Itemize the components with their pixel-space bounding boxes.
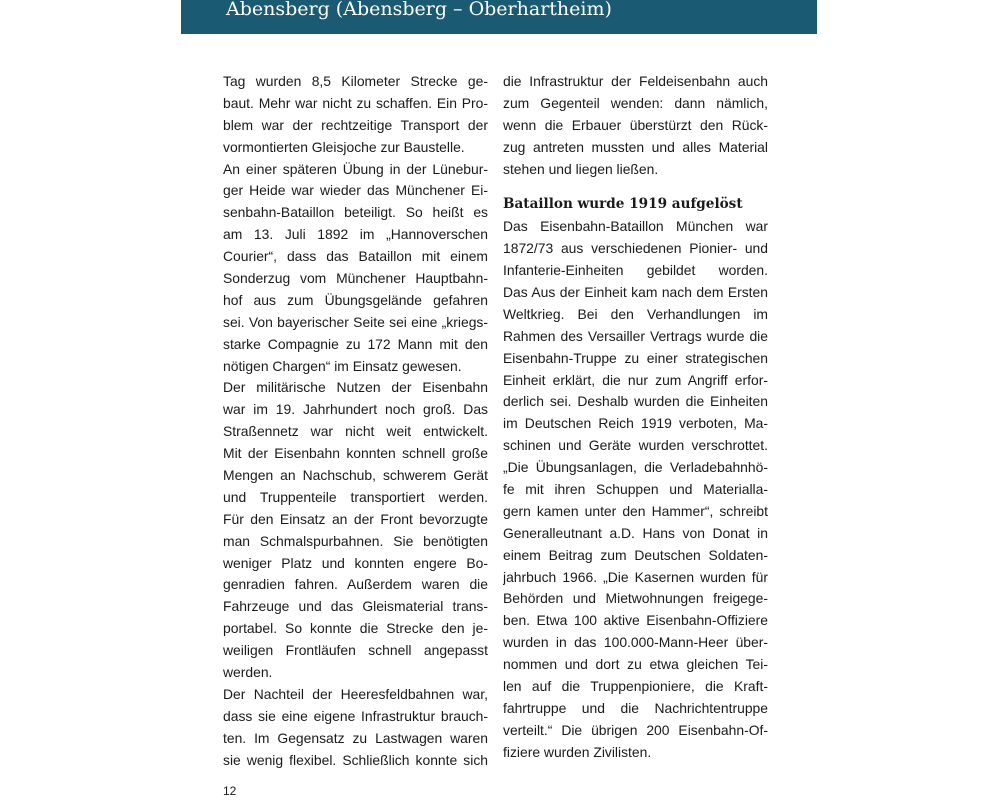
text-line: Mit der Eisenbahn konnten schnell große: [223, 445, 488, 462]
left-text-column: [223, 71, 488, 772]
text-line: genradien fahren. Außerdem waren die: [223, 576, 488, 593]
text-line: Tag wurden 8,5 Kilometer Strecke ge-: [223, 73, 488, 89]
text-line: werden.: [223, 664, 273, 681]
text-line: hof aus zum Übungsgelände gefahren: [223, 291, 488, 308]
text-line: vormontierten Gleisjoche zur Baustelle.: [223, 138, 465, 155]
text-line: Straßennetz war nicht weit entwickelt.: [223, 423, 488, 440]
running-header-bar: [181, 0, 817, 34]
text-line: fahrtruppe und die Nachrichtentruppe: [503, 699, 768, 716]
text-line: die Infrastruktur der Feldeisenbahn auch: [503, 73, 768, 89]
page-number: 12: [223, 784, 237, 798]
text-line: Courier“, dass das Bataillon mit einem: [223, 248, 488, 265]
text-line: Einheit erklärt, die nur zum Angriff erfor-: [503, 371, 768, 388]
text-line: Das Aus der Einheit kam nach dem Ersten: [503, 284, 768, 301]
text-line: blem war der rechtzeitige Transport der: [223, 116, 488, 133]
text-line: weniger Platz und konnten engere Bo-: [223, 554, 488, 571]
text-line: wenn die Erbauer überstürzt den Rück-: [503, 116, 768, 133]
text-line: Rahmen des Versailler Vertrags wurde die: [503, 327, 768, 344]
text-line: Generalleutnant a.D. Hans von Donat in: [503, 524, 768, 541]
text-line: senbahn-Bataillon beteiligt. So heißt es: [223, 204, 488, 221]
running-header-title: Abensberg (Abensberg – Oberhartheim): [226, 0, 612, 20]
text-line: Sonderzug vom Münchener Hauptbahn-: [223, 270, 488, 287]
text-line: gern kamen unter den Hammer“, schreibt: [503, 502, 768, 519]
text-line: wurden in das 100.000-Mann-Heer über-: [503, 634, 768, 651]
text-line: schinen und Geräte wurden verschrottet.: [503, 437, 768, 454]
section-gap: [503, 180, 768, 194]
text-line: jahrbuch 1966. „Die Kasernen wurden für: [503, 568, 768, 585]
text-line: Weltkrieg. Bei den Verhandlungen im: [503, 305, 768, 322]
text-line: zum Gegenteil wenden: dann nämlich,: [503, 94, 768, 111]
text-line: 1872/73 aus verschiedenen Pionier- und: [503, 240, 768, 257]
text-line: stehen und liegen ließen.: [503, 160, 659, 177]
text-line: An einer späteren Übung in der Lünebur-: [223, 160, 488, 177]
text-line: fiziere wurden Zivilisten.: [503, 743, 652, 760]
text-line: fe mit ihren Schuppen und Materialla-: [503, 481, 768, 498]
text-line: ger Heide war wieder das Münchener Ei-: [223, 182, 488, 199]
text-line: Mengen an Nachschub, schwerem Gerät: [223, 467, 488, 484]
text-line: ben. Etwa 100 aktive Eisenbahn-Offiziere: [503, 612, 768, 629]
text-line: Fahrzeuge und das Gleismaterial trans-: [223, 598, 488, 615]
text-line: am 13. Juli 1892 im „Hannoverschen: [223, 226, 488, 243]
section-subheading: Bataillon wurde 1919 aufgelöst: [503, 196, 743, 213]
text-line: derlich sei. Deshalb wurden die Einheiten: [503, 393, 768, 410]
text-line: ten. Im Gegensatz zu Lastwagen waren: [223, 729, 488, 746]
text-line: war im 19. Jahrhundert noch groß. Das: [223, 401, 488, 418]
text-line: baut. Mehr war nicht zu schaffen. Ein Pro-: [223, 94, 488, 111]
text-line: Eisenbahn-Truppe zu einer strategischen: [503, 349, 768, 366]
text-line: nommen und dort zu etwa gleichen Tei-: [503, 656, 768, 673]
text-line: sei. Von bayerischer Seite sei eine „kriegs-: [223, 313, 488, 330]
text-line: und Truppenteile transportiert werden.: [223, 488, 488, 505]
text-line: dass sie eine eigene Infrastruktur brauch-: [223, 707, 488, 724]
text-line: Für den Einsatz an der Front bevorzugte: [223, 510, 488, 527]
text-line: einem Beitrag zum Deutschen Soldaten-: [503, 546, 768, 563]
text-line: im Deutschen Reich 1919 verboten, Ma-: [503, 415, 768, 432]
text-line: starke Compagnie zu 172 Mann mit den: [223, 335, 488, 352]
text-line: nötigen Chargen“ im Einsatz gewesen.: [223, 357, 462, 374]
text-line: Behörden und Mietwohnungen freigege-: [503, 590, 768, 607]
text-line: Der militärische Nutzen der Eisenbahn: [223, 379, 488, 396]
text-line: zug antreten mussten und alles Material: [503, 138, 768, 155]
right-text-column: [503, 71, 768, 764]
text-line: Infanterie-Einheiten gebildet worden.: [503, 262, 768, 279]
text-line: verteilt.“ Die übrigen 200 Eisenbahn-Of-: [503, 721, 768, 738]
text-line: Das Eisenbahn-Bataillon München war: [503, 218, 768, 235]
text-line: sie wenig flexibel. Schließlich konnte sich: [223, 751, 488, 768]
text-line: „Die Übungsanlagen, die Verladebahnhö-: [503, 459, 768, 476]
text-line: weiligen Frontläufen schnell angepasst: [223, 642, 488, 659]
text-line: len auf die Truppenpioniere, die Kraft-: [503, 678, 768, 695]
text-line: portabel. So konnte die Strecke den je-: [223, 620, 488, 637]
text-line: man Schmalspurbahnen. Sie benötigten: [223, 532, 488, 549]
text-line: Der Nachteil der Heeresfeldbahnen war,: [223, 685, 488, 702]
